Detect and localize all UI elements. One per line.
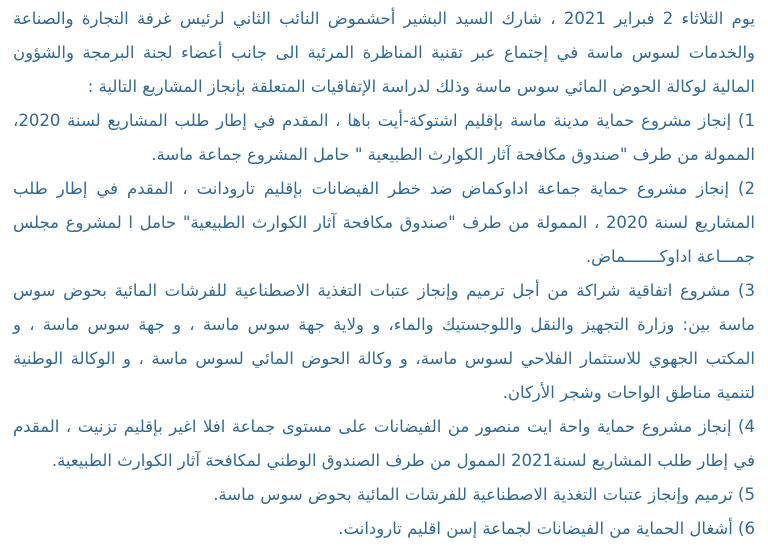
intro-paragraph: يوم الثلاثاء 2 فبراير 2021 ، شارك السيد البشير أحشموض النائب الثاني لرئيس غرفة التجارة والصناعة والخدمات لسوس ماسة في إجتماع عبر تقنية المناظرة المرئية الى جانب أعضاء لجنة البرمجة والشؤون المالية لوكالة الحوض المائي سوس ماسة وذلك لدراسة الإتفاقيات المتعلقة بإنجاز المشاريع التالية : [13,9,755,96]
project-item-2: 2) إنجاز مشروع حماية جماعة اداوكماض ضد خطر الفيضانات بإقليم تارودانت ، المقدم في إطار طلب المشاريع لسنة 2020 ، الممولة من طرف "صندوق مكافحة آثار الكوارث الطبيعية" حامل ا لمشروع مجلس جمـــاعة اداوكـــــــماض. [13,179,755,266]
project-item-4: 4) إنجاز مشروع حماية واحة ايت منصور من الفيضانات على مستوى جماعة افلا اغير بإقليم تزنيت ، المقدم في إطار طلب المشاريع لسنة2021 الممول من طرف الصندوق الوطني لمكافحة آثار الكوارث الطبيعية. [13,417,755,470]
project-item-5: 5) ترميم وإنجاز عتبات التغذية الاصطناعية للفرشات المائية بحوض سوس ماسة. [213,485,755,504]
project-item-3: 3) مشروع اتفاقية شراكة من أجل ترميم وإنجاز عتبات التغذية الاصطناعية للفرشات المائية بحوض سوس ماسة بين: وزارة التجهيز والنقل واللوجستيك والماء، و ولاية جهة سوس ماسة ، و جهة سوس ماسة ، و المكتب الجهوي للاستثمار الفلاحي لسوس ماسة، و وكالة الحوض المائي لسوس ماسة ، و الوكالة الوطنية لتنمية مناطق الواحات وشجر الأركان. [13,281,755,402]
project-item-1: 1) إنجاز مشروع حماية مدينة ماسة بإقليم اشتوكة-أيت باها ، المقدم في إطار طلب المشاريع لسنة 2020، الممولة من طرف "صندوق مكافحة آثار الكوارث الطبيعية " حامل المشروع جماعة ماسة. [13,111,755,164]
project-item-6: 6) أشغال الحماية من الفيضانات لجماعة إسن اقليم تارودانت. [338,519,755,538]
